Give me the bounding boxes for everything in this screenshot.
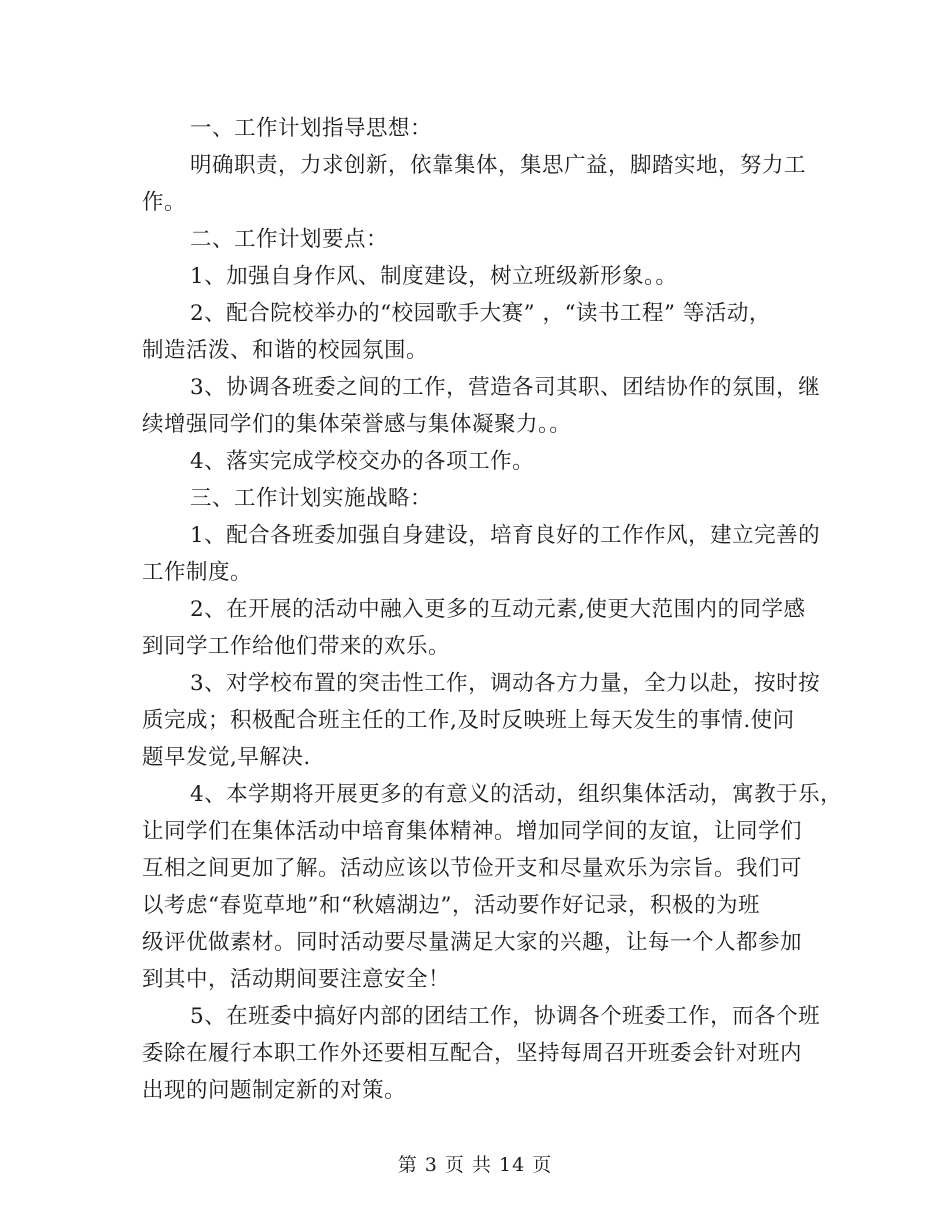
paragraph-line: 到同学工作给他们带来的欢乐。 — [142, 634, 451, 659]
paragraph-line: 制造活泼、和谐的校园氛围。 — [142, 338, 429, 363]
paragraph-line: 2、在开展的活动中融入更多的互动元素,使更大范围内的同学感 — [190, 597, 806, 622]
paragraph-line: 出现的问题制定新的对策。 — [142, 1078, 407, 1103]
paragraph-line: 级评优做素材。同时活动要尽量满足大家的兴趣，让每一个人都参加 — [142, 930, 803, 955]
paragraph-line: 5、在班委中搞好内部的团结工作，协调各个班委工作，而各个班 — [190, 1004, 821, 1029]
paragraph-line: 互相之间更加了解。活动应该以节俭开支和尽量欢乐为宗旨。我们可 — [142, 856, 803, 881]
paragraph-line: 3、协调各班委之间的工作，营造各司其职、团结协作的氛围，继 — [190, 375, 821, 400]
paragraph-line: 委除在履行本职工作外还要相互配合，坚持每周召开班委会针对班内 — [142, 1041, 803, 1066]
section-heading-3: 三、工作计划实施战略： — [190, 486, 433, 511]
section-heading-2: 二、工作计划要点： — [190, 227, 389, 252]
paragraph-line: 工作制度。 — [142, 560, 253, 585]
paragraph-line: 3、对学校布置的突击性工作，调动各方力量，全力以赴，按时按 — [190, 671, 821, 696]
paragraph-line: 明确职责，力求创新，依靠集体，集思广益，脚踏实地，努力工 — [190, 153, 807, 178]
paragraph-line: 以考虑“春览草地”和“秋嬉湖边”，活动要作好记录，积极的为班 — [142, 893, 760, 918]
page-number-footer: 第 3 页 共 14 页 — [397, 1154, 553, 1176]
paragraph-line: 到其中，活动期间要注意安全！ — [142, 967, 451, 992]
paragraph-line: 题早发觉,早解决. — [142, 745, 311, 770]
paragraph-line: 2、配合院校举办的“校园歌手大赛” ，“读书工程” 等活动， — [190, 301, 771, 326]
paragraph-line: 1、加强自身作风、制度建设，树立班级新形象。。 — [190, 264, 678, 289]
section-heading-1: 一、工作计划指导思想： — [190, 116, 433, 141]
paragraph-line: 4、落实完成学校交办的各项工作。 — [190, 449, 535, 474]
paragraph-line: 1、配合各班委加强自身建设，培育良好的工作作风，建立完善的 — [190, 523, 821, 548]
paragraph-line: 续增强同学们的集体荣誉感与集体凝聚力。。 — [142, 412, 572, 437]
paragraph-line: 质完成；积极配合班主任的工作,及时反映班上每天发生的事情.使问 — [142, 708, 795, 733]
paragraph-line: 作。 — [142, 190, 187, 215]
paragraph-line: 让同学们在集体活动中培育集体精神。增加同学间的友谊，让同学们 — [142, 819, 803, 844]
paragraph-line: 4、本学期将开展更多的有意义的活动，组织集体活动，寓教于乐， — [190, 782, 843, 807]
